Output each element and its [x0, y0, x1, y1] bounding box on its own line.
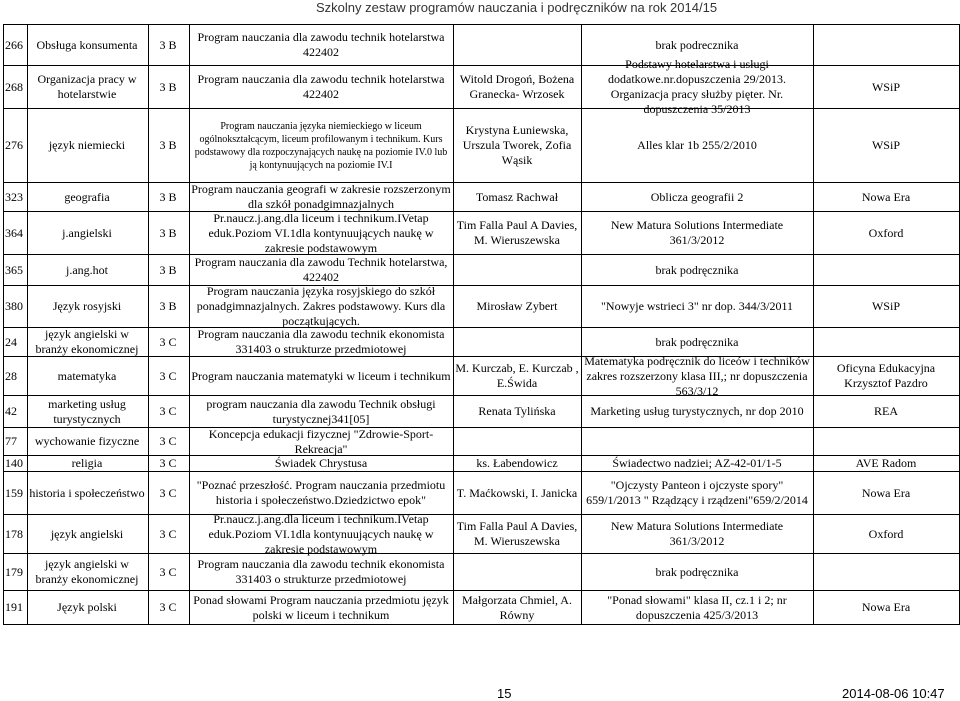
textbook-cell-text: brak podręcznika — [655, 262, 739, 277]
textbook-cell-text: Świadectwo nadziei; AZ-42-01/1-5 — [612, 456, 782, 470]
authors-cell — [453, 357, 581, 395]
publisher-cell — [813, 255, 959, 285]
publisher-cell-text: WSiP — [871, 79, 900, 94]
authors-cell — [453, 212, 581, 254]
authors-cell-text: Tim Falla Paul A Davies, M. Wieruszewska — [456, 218, 578, 247]
textbook-cell — [581, 183, 813, 211]
authors-cell — [453, 183, 581, 211]
program-cell — [189, 396, 453, 427]
subject-cell — [27, 66, 147, 108]
publisher-cell — [813, 286, 959, 327]
textbook-cell — [581, 212, 813, 254]
program-cell-text: Świadek Chrystusa — [274, 456, 368, 470]
row-number-text: 42 — [5, 404, 17, 418]
class-cell-text: 3 C — [159, 456, 177, 470]
program-cell-text: Program nauczania dla zawodu technik ekonomista 331403 o strukturze przedmiotowej — [197, 327, 445, 356]
program-cell — [189, 212, 453, 254]
textbook-cell-text: Matematyka podręcznik do liceów i techników zakres rozszerzony klasa III,; nr dopuszczenia 563/3/12 — [584, 353, 810, 398]
publisher-cell — [813, 396, 959, 427]
program-cell — [189, 357, 453, 395]
program-cell — [189, 25, 453, 65]
program-cell — [189, 109, 453, 182]
program-cell-text: Pr.naucz.j.ang.dla liceum i technikum.IVetap eduk.Poziom VI.1dla kontynuujących naukę w zakresie podstawowym — [208, 210, 434, 255]
authors-cell-text: ks. Łabendowicz — [476, 456, 558, 470]
subject-cell-text: j.angielski — [62, 225, 112, 240]
subject-cell — [27, 212, 147, 254]
subject-cell — [27, 428, 147, 455]
authors-cell — [453, 255, 581, 285]
program-cell — [189, 591, 453, 624]
subject-cell-text: historia i społeczeństwo — [29, 485, 145, 500]
row-number-text: 24 — [5, 334, 17, 349]
textbook-cell-text: brak podrecznika — [655, 37, 739, 52]
publisher-cell-text: Oxford — [868, 225, 904, 240]
row-number — [3, 328, 27, 356]
row-number-text: 268 — [5, 79, 23, 94]
class-cell-text: 3 B — [159, 189, 177, 204]
publisher-cell — [813, 428, 959, 455]
class-cell-text: 3 B — [159, 225, 177, 240]
publisher-cell — [813, 25, 959, 65]
authors-cell — [453, 456, 581, 471]
textbook-cell-text: New Matura Solutions Intermediate 361/3/2012 — [610, 218, 784, 247]
class-cell-text: 3 B — [159, 37, 177, 52]
textbook-cell-text: "Nowyje wstrieci 3" nr dop. 344/3/2011 — [601, 299, 793, 313]
class-cell — [148, 183, 188, 211]
subject-cell-text: język angielski w branży ekonomicznej — [35, 327, 139, 356]
class-cell-text: 3 B — [159, 138, 177, 152]
authors-cell-text: T. Maćkowski, I. Janicka — [456, 485, 578, 500]
textbook-cell — [581, 396, 813, 427]
authors-cell — [453, 328, 581, 356]
class-cell — [148, 456, 188, 471]
row-number-text: 364 — [5, 225, 23, 240]
publisher-cell-text: AVE Radom — [855, 456, 917, 470]
textbook-cell-text: Podstawy hotelarstwa i usługi dodatkowe.nr.dopuszczenia 29/2013. Organizacja pracy służby pięter. Nr. dopuszczenia 35/2013 — [608, 57, 786, 116]
publisher-cell-text: Nowa Era — [861, 600, 911, 614]
row-number — [3, 456, 27, 471]
publisher-cell-text: WSiP — [871, 299, 900, 313]
class-cell — [148, 428, 188, 455]
publisher-cell-text: WSiP — [871, 138, 900, 152]
authors-cell — [453, 554, 581, 590]
authors-cell — [453, 109, 581, 182]
publisher-cell — [813, 456, 959, 471]
textbook-cell — [581, 57, 813, 116]
class-cell — [148, 212, 188, 254]
program-cell — [189, 328, 453, 356]
program-cell-text: Program nauczania dla zawodu Technik hotelarstwa, 422402 — [194, 255, 448, 284]
subject-cell — [27, 554, 147, 590]
row-divider — [3, 624, 960, 625]
program-cell — [189, 554, 453, 590]
publisher-cell — [813, 591, 959, 624]
class-cell — [148, 591, 188, 624]
textbook-cell — [581, 428, 813, 455]
row-number — [3, 25, 27, 65]
row-number-text: 178 — [5, 526, 23, 541]
program-cell-text: Program nauczania języka rosyjskiego do szkół ponadgimnazjalnych. Zakres podstawowy. Kurs dla początkujących. — [196, 284, 446, 328]
class-cell-text: 3 C — [159, 526, 177, 541]
publisher-cell — [813, 472, 959, 514]
authors-cell-text: Krystyna Łuniewska, Urszula Tworek, Zofia Wąsik — [462, 123, 572, 167]
row-number — [3, 183, 27, 211]
row-number-text: 140 — [5, 456, 23, 470]
authors-cell-text: Tim Falla Paul A Davies, M. Wieruszewska — [456, 519, 578, 548]
authors-cell — [453, 515, 581, 553]
textbook-cell-text: New Matura Solutions Intermediate 361/3/2012 — [610, 519, 784, 548]
subject-cell-text: j.ang.hot — [66, 262, 108, 277]
class-cell-text: 3 C — [159, 434, 177, 448]
subject-cell — [27, 591, 147, 624]
publisher-cell-text: Nowa Era — [861, 485, 911, 500]
program-cell — [189, 511, 453, 556]
publisher-cell — [813, 328, 959, 356]
class-cell — [148, 554, 188, 590]
textbook-cell — [581, 472, 813, 514]
row-number-text: 266 — [5, 37, 23, 52]
class-cell — [148, 515, 188, 553]
authors-cell-text: Mirosław Zybert — [476, 299, 558, 313]
authors-cell — [453, 472, 581, 514]
program-cell-text: program nauczania dla zawodu Technik obsługi turystycznej341[05] — [206, 396, 436, 426]
subject-cell — [27, 396, 147, 427]
publisher-cell — [813, 515, 959, 553]
publisher-cell-text: Oficyna Edukacyjna Krzysztof Pazdro — [836, 361, 936, 390]
subject-cell-text: wychowanie fizyczne — [34, 434, 140, 448]
publisher-cell — [813, 212, 959, 254]
program-cell — [189, 66, 453, 108]
program-cell-text: Program nauczania geografi w zakresie rozszerzonym dla szkół ponadgimnazjalnych — [191, 182, 451, 211]
class-cell-text: 3 C — [159, 368, 177, 383]
row-number — [3, 109, 27, 182]
authors-cell-text: M. Kurczab, E. Kurczab , E.Świda — [455, 361, 579, 390]
row-number — [3, 255, 27, 285]
program-cell — [189, 428, 453, 455]
subject-cell — [27, 515, 147, 553]
subject-cell — [27, 25, 147, 65]
publisher-cell-text: Oxford — [868, 526, 904, 541]
subject-cell — [27, 255, 147, 285]
publisher-cell-text: Nowa Era — [861, 189, 911, 204]
row-number — [3, 554, 27, 590]
subject-cell-text: Obsługa konsumenta — [36, 37, 138, 52]
authors-cell — [453, 428, 581, 455]
subject-cell — [27, 183, 147, 211]
authors-cell-text: Renata Tylińska — [478, 404, 556, 418]
row-number — [3, 396, 27, 427]
class-cell — [148, 25, 188, 65]
publisher-cell — [813, 357, 959, 395]
class-cell-text: 3 C — [159, 600, 177, 614]
textbook-cell — [581, 456, 813, 471]
row-number — [3, 212, 27, 254]
textbook-cell-text: "Ponad słowami" klasa II, cz.1 i 2; nr dopuszczenia 425/3/2013 — [607, 592, 787, 622]
subject-cell-text: Język polski — [57, 600, 117, 614]
subject-cell-text: marketing usług turystycznych — [48, 396, 126, 426]
row-number — [3, 357, 27, 395]
row-number — [3, 515, 27, 553]
class-cell-text: 3 B — [159, 79, 177, 94]
program-cell — [189, 472, 453, 514]
class-cell-text: 3 C — [159, 564, 177, 579]
row-number — [3, 472, 27, 514]
publisher-cell — [813, 66, 959, 108]
subject-cell — [27, 472, 147, 514]
class-cell — [148, 357, 188, 395]
program-cell-text: Ponad słowami Program nauczania przedmiotu język polski w liceum i technikum — [193, 592, 449, 622]
print-date: 2014-08-06 10:47 — [842, 686, 945, 701]
textbook-cell-text: Oblicza geografii 2 — [650, 189, 744, 204]
authors-cell — [453, 396, 581, 427]
program-cell-text: Program nauczania dla zawodu technik ekonomista 331403 o strukturze przedmiotowej — [197, 557, 445, 586]
row-number-text: 77 — [5, 434, 17, 448]
subject-cell — [27, 109, 147, 182]
textbook-cell — [581, 109, 813, 182]
subject-cell-text: religia — [71, 456, 103, 470]
textbook-cell-text: Marketing usług turystycznych, nr dop 2010 — [590, 404, 804, 418]
program-cell — [189, 286, 453, 327]
program-cell-text: "Poznać przeszłość. Program nauczania przedmiotu historia i społeczeństwo.Dziedzictwo epok" — [196, 478, 446, 507]
row-number-text: 323 — [5, 189, 23, 204]
publisher-cell — [813, 109, 959, 182]
textbook-cell-text: brak podręcznika — [655, 564, 739, 579]
program-cell — [189, 456, 453, 471]
class-cell — [148, 328, 188, 356]
subject-cell-text: Język rosyjski — [52, 299, 122, 313]
authors-cell-text: Tomasz Rachwał — [475, 189, 559, 204]
subject-cell-text: język angielski — [50, 526, 124, 541]
textbook-cell — [581, 328, 813, 356]
class-cell — [148, 286, 188, 327]
row-number-text: 380 — [5, 299, 23, 313]
authors-cell — [453, 25, 581, 65]
textbook-cell-text: brak podręcznika — [655, 334, 739, 349]
textbook-cell-text: Alles klar 1b 255/2/2010 — [637, 138, 757, 152]
publisher-cell — [813, 554, 959, 590]
authors-cell — [453, 591, 581, 624]
class-cell-text: 3 B — [159, 299, 177, 313]
authors-cell — [453, 66, 581, 108]
document-title: Szkolny zestaw programów nauczania i podręczników na rok 2014/15 — [316, 0, 718, 15]
subject-cell — [27, 456, 147, 471]
class-cell — [148, 255, 188, 285]
row-number — [3, 66, 27, 108]
subject-cell — [27, 286, 147, 327]
textbook-cell-text: "Ojczysty Panteon i ojczyste spory" 659/1/2013 " Rządzący i rządzeni"659/2/2014 — [586, 478, 808, 507]
subject-cell — [27, 328, 147, 356]
authors-cell — [453, 286, 581, 327]
textbook-cell — [581, 353, 813, 398]
row-number-text: 365 — [5, 262, 23, 277]
program-cell-text: Pr.naucz.j.ang.dla liceum i technikum.IVetap eduk.Poziom VI.1dla kontynuujących naukę w zakresie podstawowym — [208, 511, 434, 556]
class-cell-text: 3 C — [159, 404, 177, 418]
program-cell-text: Koncepcja edukacji fizycznej "Zdrowie-Sport-Rekreacja" — [208, 426, 434, 456]
authors-cell-text: Witold Drogoń, Bożena Granecka- Wrzosek — [459, 72, 575, 101]
row-number-text: 179 — [5, 564, 23, 579]
class-cell — [148, 66, 188, 108]
textbook-cell — [581, 515, 813, 553]
program-cell — [189, 255, 453, 285]
publisher-cell — [813, 183, 959, 211]
textbook-cell — [581, 286, 813, 327]
textbook-cell — [581, 591, 813, 624]
program-cell-text: Program nauczania języka niemieckiego w liceum ogólnokształcącym, liceum profilowanym i technikum. Kurs podstawowy dla rozpoczynających naukę na poziomie IV.0 lub ją kontynuujących na poziomie IV.I — [194, 120, 448, 171]
program-cell — [189, 183, 453, 211]
program-cell-text: Program nauczania matematyki w liceum i technikum — [191, 368, 451, 383]
page-number: 15 — [497, 686, 512, 701]
class-cell — [148, 472, 188, 514]
row-number-text: 28 — [5, 368, 17, 383]
publisher-cell-text: REA — [874, 404, 898, 418]
textbook-cell — [581, 255, 813, 285]
row-number — [3, 428, 27, 455]
class-cell — [148, 396, 188, 427]
subject-cell-text: Organizacja pracy w hotelarstwie — [37, 72, 137, 101]
program-cell-text: Program nauczania dla zawodu technik hotelarstwa 422402 — [197, 30, 445, 59]
class-cell-text: 3 B — [159, 262, 177, 277]
class-cell — [148, 109, 188, 182]
subject-cell-text: język niemiecki — [48, 138, 126, 152]
row-number-text: 159 — [5, 485, 23, 500]
row-number-text: 276 — [5, 138, 23, 152]
subject-cell-text: geografia — [64, 189, 110, 204]
textbook-cell — [581, 554, 813, 590]
subject-cell-text: matematyka — [57, 368, 117, 383]
authors-cell-text: Małgorzata Chmiel, A. Równy — [462, 592, 572, 622]
class-cell-text: 3 C — [159, 485, 177, 500]
row-number-text: 191 — [5, 600, 23, 614]
subject-cell-text: język angielski w branży ekonomicznej — [35, 557, 139, 586]
row-number — [3, 591, 27, 624]
subject-cell — [27, 357, 147, 395]
row-number — [3, 286, 27, 327]
class-cell-text: 3 C — [159, 334, 177, 349]
program-cell-text: Program nauczania dla zawodu technik hotelarstwa 422402 — [197, 72, 445, 101]
